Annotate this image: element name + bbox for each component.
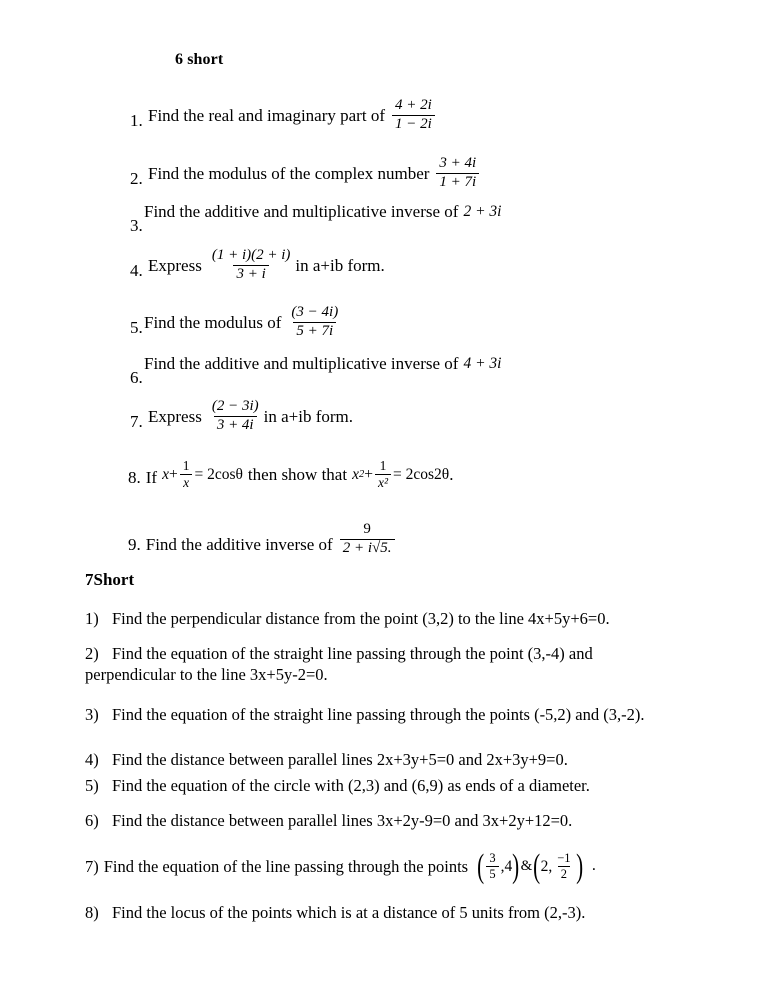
fraction-denominator: 5: [486, 866, 498, 881]
rhs-variable-8: x: [352, 465, 359, 483]
question-body-2: [148, 156, 481, 191]
problem-text-5: Find the equation of the circle with (2,3) and (6,9) as ends of a diameter.: [112, 776, 590, 795]
question-text-9: Find the additive inverse of: [145, 534, 333, 554]
lhs-variable-8: x: [162, 465, 169, 483]
left-paren-icon: (: [533, 847, 541, 885]
fraction-1: [392, 98, 435, 133]
fraction-denominator: 1 − 2i: [392, 115, 435, 133]
question-text-5: Find the modulus of: [144, 312, 282, 332]
question-text-8-after: .: [449, 464, 454, 484]
lhs-fraction-8: [180, 459, 193, 490]
problem-text-2: Find the equation of the straight line passing through the point (3,-4) and perpendicular to the line 3x+5y-2=0.: [85, 644, 593, 685]
fraction-numerator: −1: [557, 851, 571, 865]
question-number-9: 9.: [128, 534, 141, 554]
problem-text-4: Find the distance between parallel lines 2x+3y+5=0 and 2x+3y+9=0.: [112, 750, 568, 769]
fraction-9: [340, 522, 395, 557]
fraction-denominator: 1 + 7i: [436, 173, 479, 191]
question-text-7-after: in a+ib form.: [263, 406, 353, 426]
problem-text-6: Find the distance between parallel lines 3x+2y-9=0 and 3x+2y+12=0.: [112, 811, 573, 830]
right-paren-icon: ): [575, 847, 583, 885]
fraction-numerator: (1 + i)(2 + i): [211, 247, 291, 263]
problem-number-5: 5): [85, 776, 99, 795]
problem-item-2: [85, 643, 685, 685]
point-one-y: ,4: [500, 857, 513, 875]
question-text-6: Find the additive and multiplicative inverse of: [144, 354, 459, 373]
fraction-5: [288, 305, 341, 340]
section-heading-7-short: 7Short: [85, 570, 135, 589]
question-item-9: [128, 522, 397, 557]
question-number-6: 6.: [130, 368, 143, 387]
fraction-denominator: 5 + 7i: [293, 322, 336, 340]
fraction-4: [209, 248, 294, 283]
point-two-x: 2,: [540, 857, 553, 875]
problem-text-7-after: .: [591, 857, 596, 875]
fraction-denominator: x: [180, 474, 192, 490]
question-body-3: [144, 203, 501, 220]
question-body-5: [144, 305, 343, 340]
problem-item-3: [85, 704, 645, 725]
problem-text-8: Find the locus of the points which is at a distance of 5 units from (2,-3).: [112, 903, 586, 922]
rhs-plus-8: +: [364, 465, 373, 483]
fraction-denominator: 3 + 4i: [214, 416, 257, 434]
question-body-6: [144, 355, 501, 372]
expression-6: 4 + 3i: [463, 354, 502, 372]
rhs-exponent-8: 2: [358, 469, 365, 481]
fraction-numerator: 3: [489, 851, 496, 865]
problem-item-7: [85, 847, 596, 885]
problem-number-2: 2): [85, 644, 99, 663]
right-paren-icon: ): [512, 847, 520, 885]
lhs-equals-8: = 2cosθ: [194, 465, 243, 483]
rhs-fraction-8: [375, 459, 391, 490]
problem-item-5: [85, 775, 590, 796]
expression-3: 2 + 3i: [463, 202, 502, 220]
point-one-group: [477, 847, 520, 885]
question-text-4-after: in a+ib form.: [295, 255, 385, 275]
problem-text-3: Find the equation of the straight line passing through the points (-5,2) and (3,-2).: [112, 705, 645, 724]
rhs-equals-8: = 2cos2θ: [393, 465, 450, 483]
problem-number-8: 8): [85, 903, 99, 922]
point-one-inner: [483, 852, 513, 881]
question-text-2: Find the modulus of the complex number: [148, 163, 430, 183]
question-body-1: [148, 98, 437, 133]
fraction-denominator: 2 + i√5.: [340, 539, 395, 557]
fraction-numerator: 1: [379, 458, 387, 473]
point-two-y-fraction: [554, 852, 573, 881]
fraction-denominator: x²: [375, 474, 391, 490]
question-text-1: Find the real and imaginary part of: [148, 105, 385, 125]
fraction-7: [209, 399, 262, 434]
problem-item-1: [85, 608, 610, 629]
fraction-2: [436, 156, 479, 191]
fraction-denominator: 2: [558, 866, 570, 881]
fraction-numerator: 9: [363, 521, 371, 537]
problem-text-1: Find the perpendicular distance from the point (3,2) to the line 4x+5y+6=0.: [112, 609, 610, 628]
question-number-4: 4.: [130, 261, 143, 280]
question-text-7: Express: [148, 406, 202, 426]
problem-item-4: [85, 749, 568, 770]
question-number-3: 3.: [130, 216, 143, 235]
problem-item-6: [85, 810, 572, 831]
problem-item-8: [85, 902, 585, 923]
question-number-5: 5.: [130, 318, 143, 337]
lhs-plus-8: +: [168, 465, 178, 483]
question-number-7: 7.: [130, 412, 143, 431]
problem-number-3: 3): [85, 705, 99, 724]
question-body-7: [148, 399, 353, 434]
left-paren-icon: (: [477, 847, 485, 885]
fraction-numerator: 3 + 4i: [439, 155, 477, 171]
question-body-4: [148, 248, 385, 283]
problem-text-7: Find the equation of the line passing through the points: [103, 857, 469, 877]
question-number-1: 1.: [130, 111, 143, 130]
problem-number-6: 6): [85, 811, 99, 830]
question-text-3: Find the additive and multiplicative inverse of: [144, 202, 459, 221]
point-separator: &: [520, 858, 533, 875]
fraction-numerator: (2 − 3i): [211, 398, 259, 414]
fraction-denominator: 3 + i: [233, 265, 268, 283]
problem-number-4: 4): [85, 750, 99, 769]
point-two-group: [533, 847, 583, 885]
fraction-numerator: 4 + 2i: [394, 97, 432, 113]
question-text-8-middle: then show that: [247, 464, 348, 484]
question-text-4: Express: [148, 255, 202, 275]
section-heading-6-short: 6 short: [175, 51, 224, 68]
question-number-2: 2.: [130, 169, 143, 188]
problem-number-1: 1): [85, 609, 99, 628]
question-text-8-if: If: [145, 468, 158, 488]
point-one-x-fraction: [486, 852, 498, 881]
fraction-numerator: 1: [182, 458, 190, 473]
point-two-inner: [540, 852, 577, 881]
question-number-8: 8.: [128, 468, 141, 488]
question-item-8: [128, 459, 453, 490]
problem-number-7: 7): [85, 857, 99, 877]
fraction-numerator: (3 − 4i): [291, 304, 339, 320]
